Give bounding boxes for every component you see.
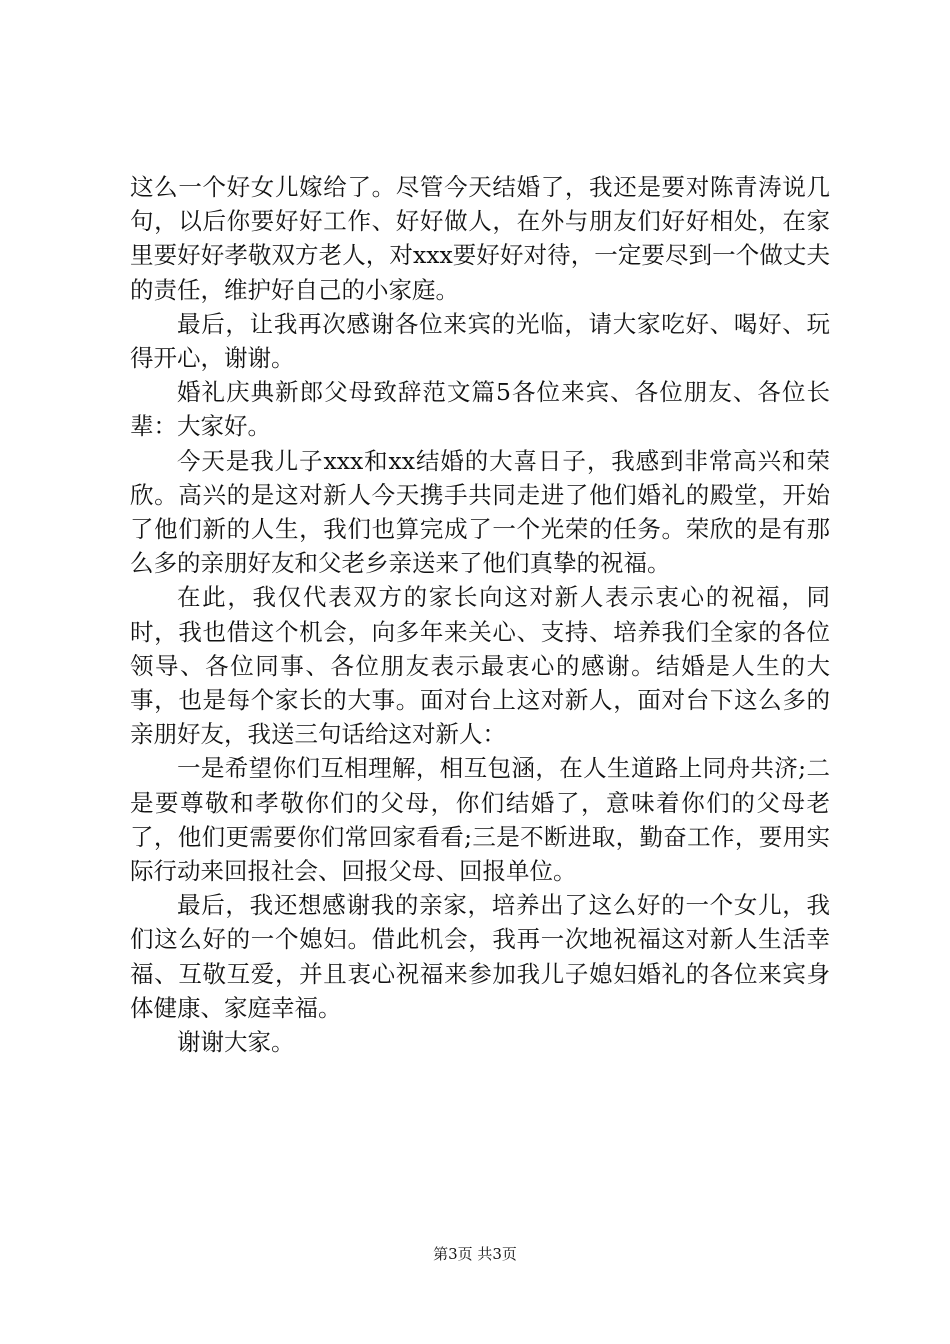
paragraph-6: 一是希望你们互相理解，相互包涵，在人生道路上同舟共济;二是要尊敬和孝敬你们的父母，你们结婚了，意味着你们的父母老了，他们更需要你们常回家看看;三是不断进取，勤奋工作，要用实际行动来回报社会、回报父母、回报单位。 [130, 754, 830, 886]
page-footer [0, 1244, 950, 1264]
page-number-label: 第3页 共3页 [433, 1245, 517, 1263]
document-body [130, 170, 830, 1059]
paragraph-7: 最后，我还想感谢我的亲家，培养出了这么好的一个女儿，我们这么好的一个媳妇。借此机会，我再一次地祝福这对新人生活幸福、互敬互爱，并且衷心祝福来参加我儿子媳妇婚礼的各位来宾身体健康、家庭幸福。 [130, 891, 830, 1022]
paragraph-5: 在此，我仅代表双方的家长向这对新人表示衷心的祝福，同时，我也借这个机会，向多年来关心、支持、培养我们全家的各位领导、各位同事、各位朋友表示最衷心的感谢。结婚是人生的大事，也是每个家长的大事。面对台上这对新人，面对台下这么多的亲朋好友，我送三句话给这对新人： [130, 583, 830, 749]
paragraph-8: 谢谢大家。 [177, 1028, 295, 1057]
paragraph-2: 最后，让我再次感谢各位来宾的光临，请大家吃好、喝好、玩得开心，谢谢。 [130, 309, 830, 373]
paragraph-4: 今天是我儿子xxx和xx结婚的大喜日子，我感到非常高兴和荣欣。高兴的是这对新人今天携手共同走进了他们婚礼的殿堂，开始了他们新的人生，我们也算完成了一个光荣的任务。荣欣的是有那么多的亲朋好友和父老乡亲送来了他们真挚的祝福。 [130, 446, 830, 578]
paragraph-3: 婚礼庆典新郎父母致辞范文篇5各位来宾、各位朋友、各位长辈：大家好。 [130, 378, 830, 441]
paragraph-1: 这么一个好女儿嫁给了。尽管今天结婚了，我还是要对陈青涛说几句，以后你要好好工作、好好做人，在外与朋友们好好相处，在家里要好好孝敬双方老人，对xxx要好好对待，一定要尽到一个做丈夫的责任，维护好自己的小家庭。 [130, 173, 830, 304]
